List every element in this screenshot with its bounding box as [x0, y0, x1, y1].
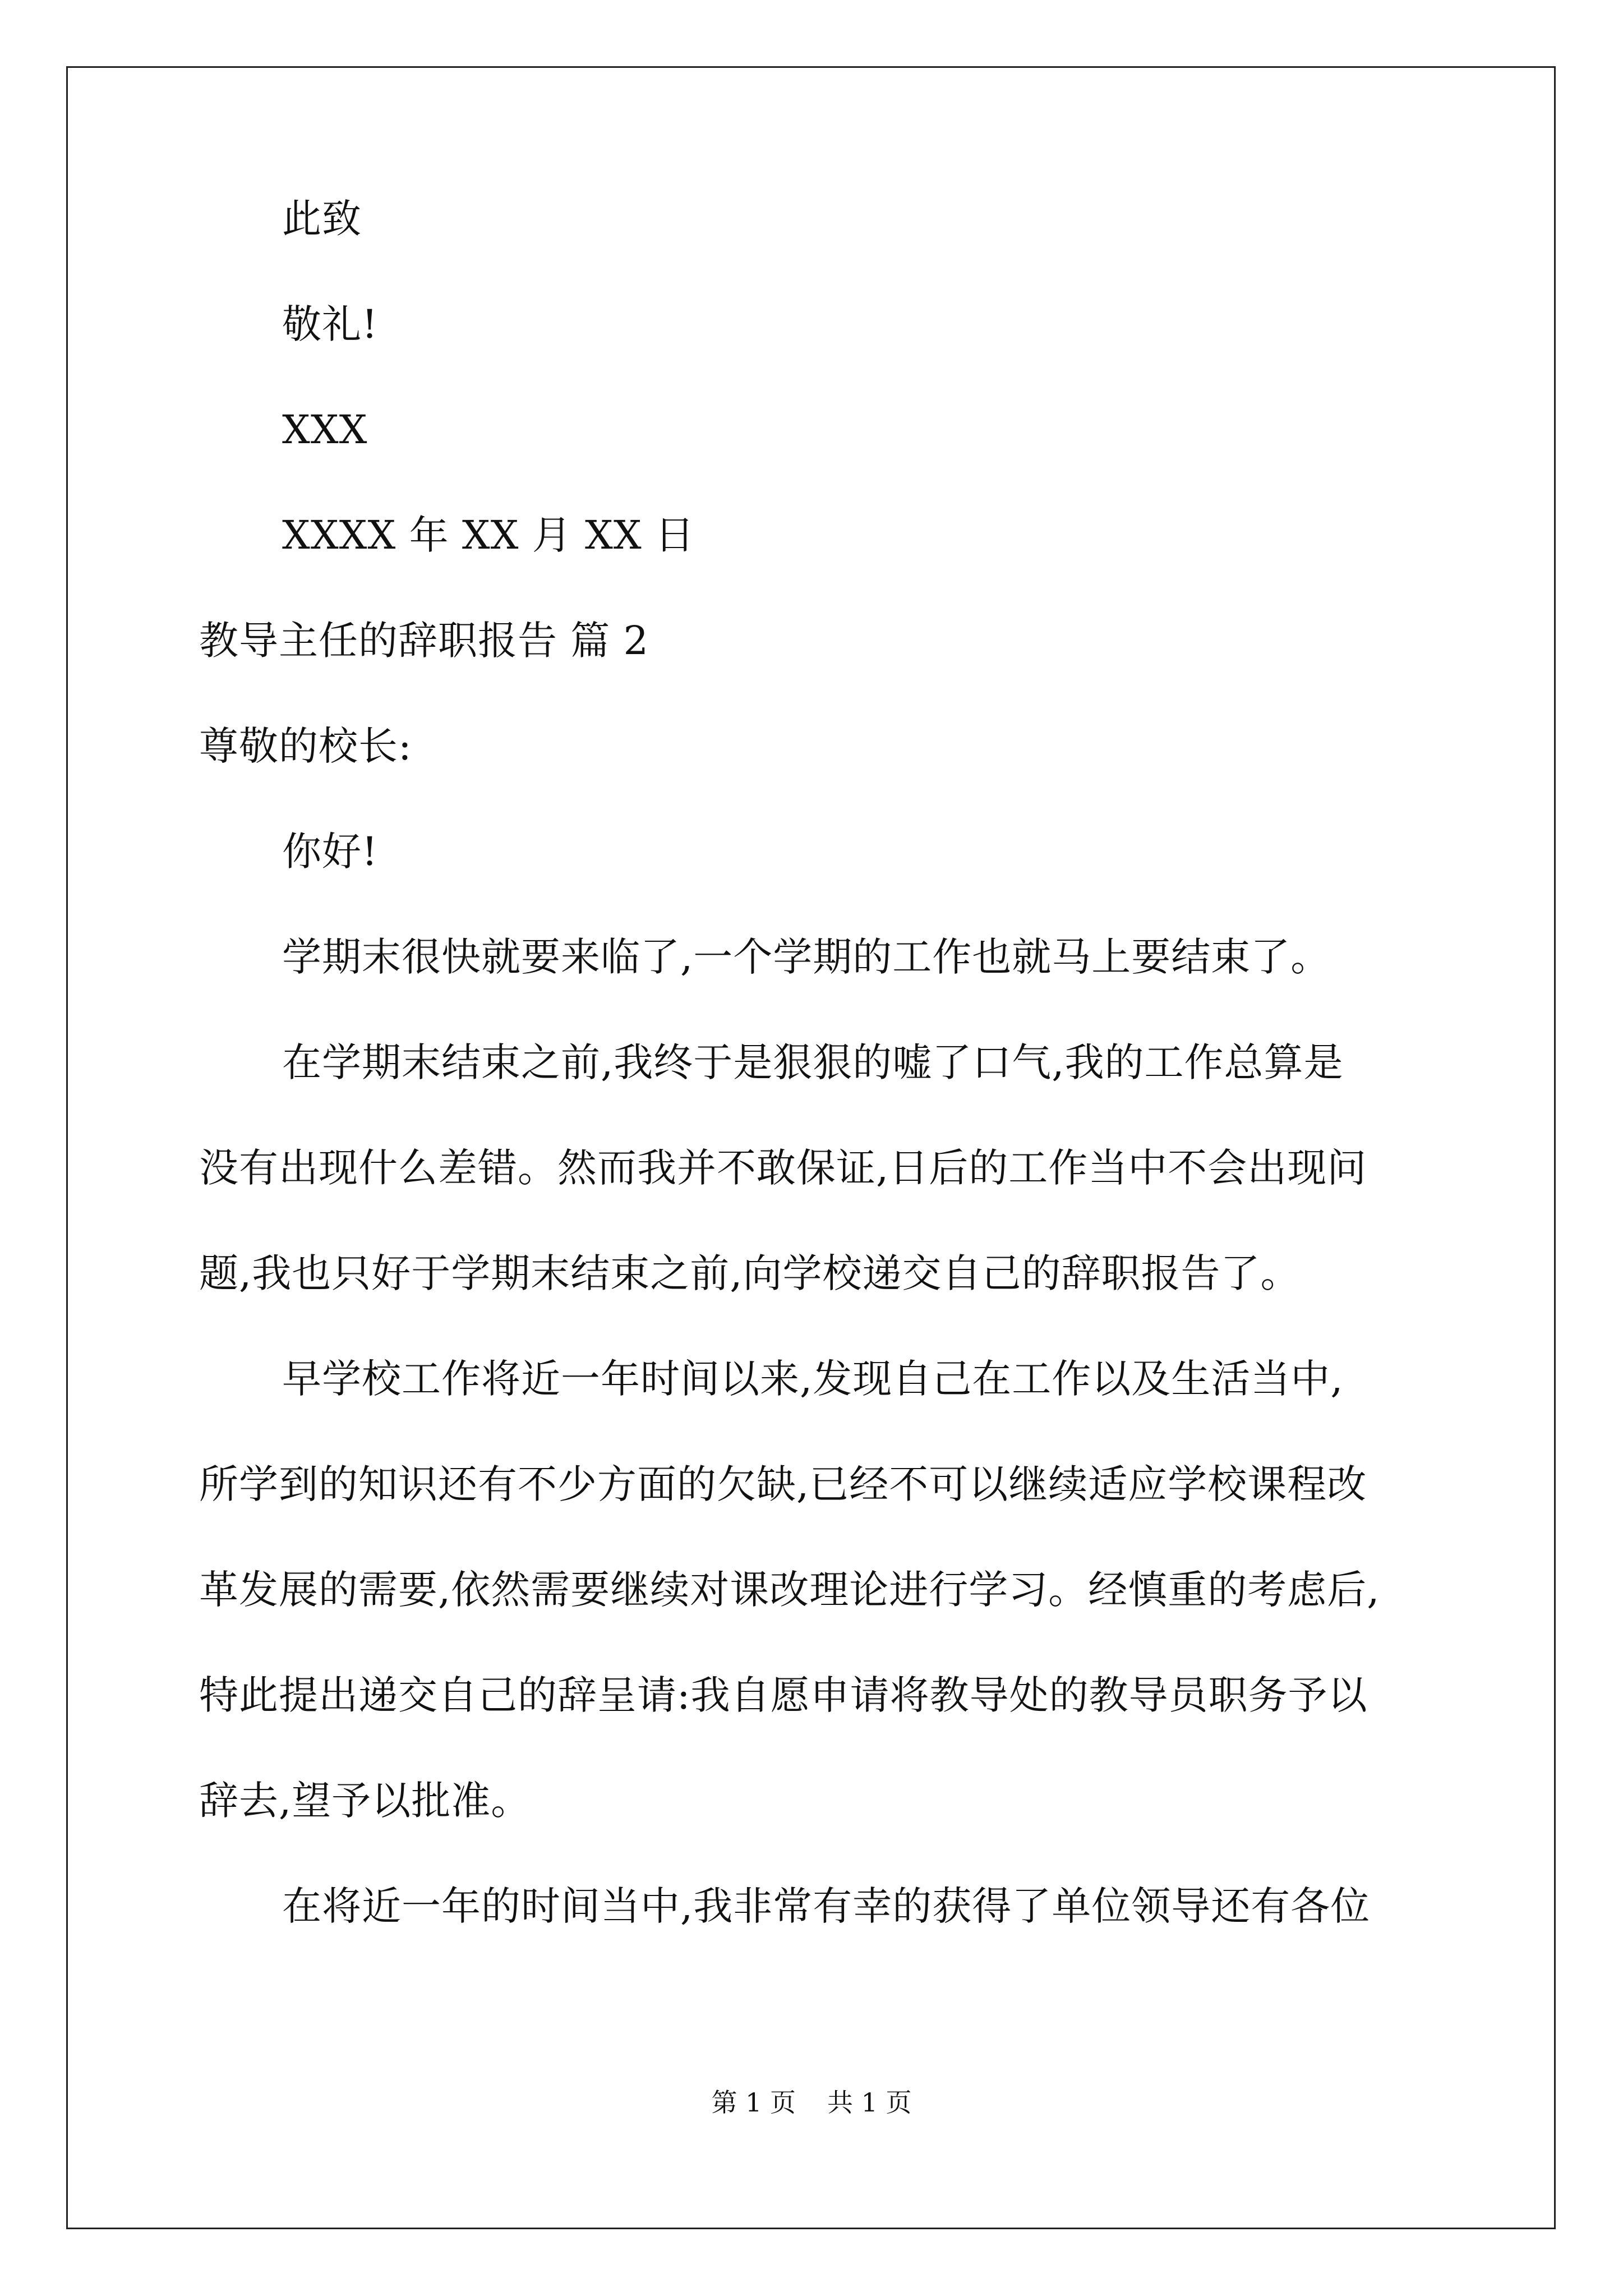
- salutation-line: 敬礼!: [282, 301, 379, 347]
- paragraph-line: 所学到的知识还有不少方面的欠缺,已经不可以继续适应学校课程改: [199, 1461, 1367, 1507]
- greeting-hello: 你好!: [282, 829, 379, 875]
- section-title: 教导主任的辞职报告 篇 2: [199, 618, 649, 664]
- document-body: [199, 196, 1467, 1992]
- greeting-recipient: 尊敬的校长:: [199, 723, 412, 769]
- paragraph-line: 辞去,望予以批准。: [199, 1778, 531, 1824]
- paragraph-line: 在学期末结束之前,我终于是狠狠的嘘了口气,我的工作总算是: [282, 1039, 1344, 1085]
- page-footer: [0, 2087, 1623, 2118]
- paragraph-line: 在将近一年的时间当中,我非常有幸的获得了单位领导还有各位: [282, 1883, 1371, 1929]
- page-number-total: 共 1 页: [827, 2087, 912, 2118]
- paragraph-line: 特此提出递交自己的辞呈请:我自愿申请将教导处的教导员职务予以: [199, 1672, 1368, 1718]
- signature-date: XXXX 年 XX 月 XX 日: [282, 512, 695, 558]
- closing-line: 此致: [282, 196, 362, 242]
- paragraph-line: 题,我也只好于学期末结束之前,向学校递交自己的辞职报告了。: [199, 1250, 1301, 1296]
- signature-name: XXX: [282, 407, 368, 453]
- page-number-current: 第 1 页: [711, 2087, 796, 2118]
- paragraph-line: 早学校工作将近一年时间以来,发现自己在工作以及生活当中,: [282, 1356, 1344, 1402]
- paragraph-line: 学期末很快就要来临了,一个学期的工作也就马上要结束了。: [282, 934, 1331, 980]
- paragraph-line: 革发展的需要,依然需要继续对课改理论进行学习。经慎重的考虑后,: [199, 1567, 1380, 1613]
- paragraph-line: 没有出现什么差错。然而我并不敢保证,日后的工作当中不会出现问: [199, 1145, 1367, 1191]
